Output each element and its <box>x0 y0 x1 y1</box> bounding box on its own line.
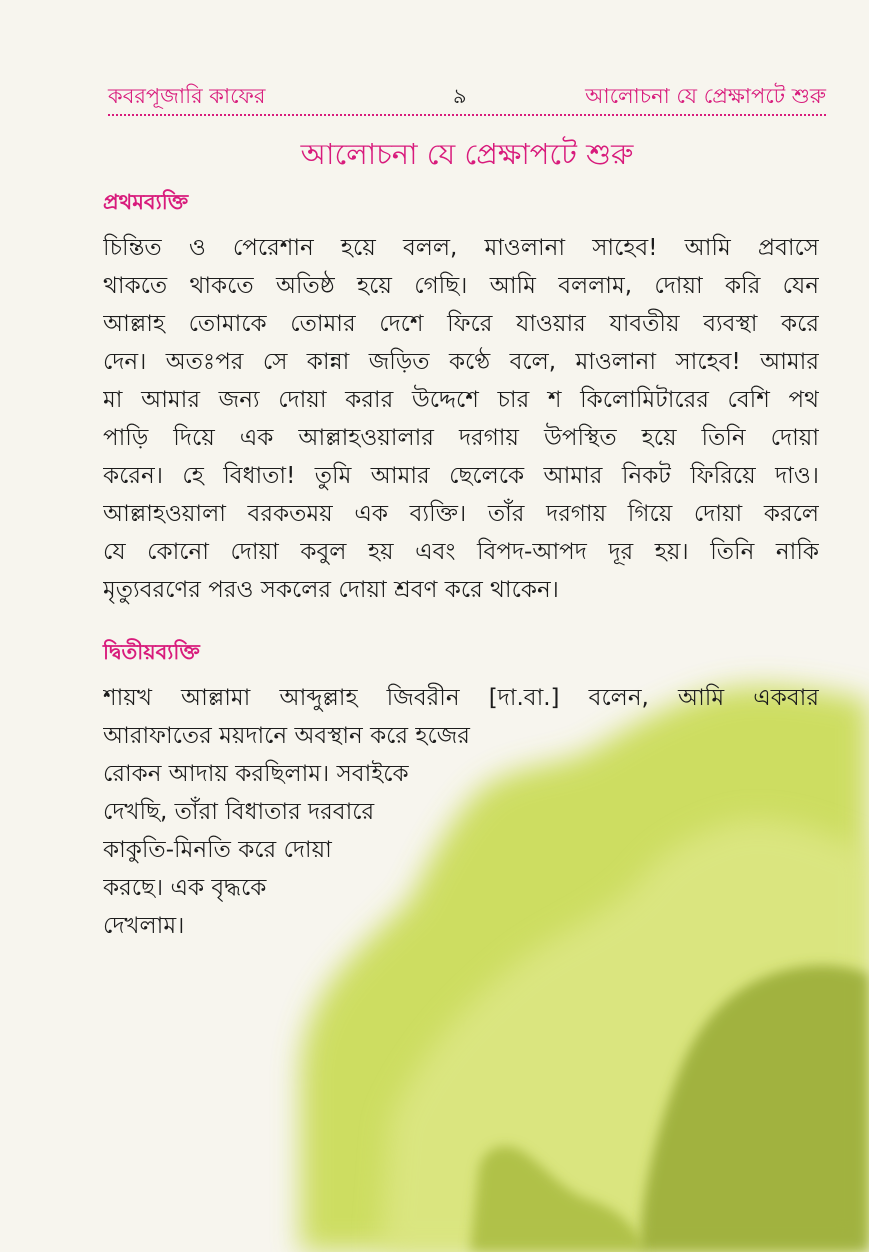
paragraph-line: দেন। অতঃপর সে কান্না জড়িত কণ্ঠে বলে, মাওলানা সাহেব! আমার <box>103 349 819 375</box>
running-head <box>108 80 826 116</box>
paragraph-line: শায়খ আল্লামা আব্দুল্লাহ জিবরীন [দা.বা.] বলেন, আমি একবার <box>103 685 819 711</box>
paragraph-line: যে কোনো দোয়া কবুল হয় এবং বিপদ-আপদ দূর হয়। তিনি নাকি <box>103 539 819 565</box>
first-speaker-heading: প্রথমব্যক্তি <box>103 190 189 214</box>
second-speaker-heading: দ্বিতীয়ব্যক্তি <box>103 640 200 664</box>
paragraph-line: করেন। হে বিধাতা! তুমি আমার ছেলেকে আমার নিকট ফিরিয়ে দাও। <box>103 463 819 489</box>
paragraph-line: দেখছি, তাঁরা বিধাতার দরবারে <box>103 799 375 825</box>
paragraph-line: আল্লাহওয়ালা বরকতময় এক ব্যক্তি। তাঁর দরগায় গিয়ে দোয়া করলে <box>103 501 819 527</box>
paragraph-line: আল্লাহ তোমাকে তোমার দেশে ফিরে যাওয়ার যাবতীয় ব্যবস্থা করে <box>103 311 819 337</box>
section-title: আলোচনা যে প্রেক্ষাপটে শুরু <box>300 137 634 171</box>
page-number: ৯ <box>453 84 467 108</box>
paragraph-line: আরাফাতের ময়দানে অবস্থান করে হজের <box>103 723 470 749</box>
paragraph-line: পাড়ি দিয়ে এক আল্লাহওয়ালার দরগায় উপস্থিত হয়ে তিনি দোয়া <box>103 425 819 451</box>
chapter-title: আলোচনা যে প্রেক্ষাপটে শুরু <box>585 84 826 108</box>
paragraph-line: মা আমার জন্য দোয়া করার উদ্দেশে চার শ কিলোমিটারের বেশি পথ <box>103 387 819 413</box>
paragraph-line: চিন্তিত ও পেরেশান হয়ে বলল, মাওলানা সাহেব! আমি প্রবাসে <box>103 235 819 261</box>
book-title: কবরপূজারি কাফের <box>108 84 266 108</box>
paragraph-line: দেখলাম। <box>103 913 185 939</box>
dotted-rule <box>108 114 826 116</box>
paragraph-line: থাকতে থাকতে অতিষ্ঠ হয়ে গেছি। আমি বললাম, দোয়া করি যেন <box>103 273 819 299</box>
paragraph-line: মৃত্যুবরণের পরও সকলের দোয়া শ্রবণ করে থাকেন। <box>103 577 559 603</box>
paragraph-line: রোকন আদায় করছিলাম। সবাইকে <box>103 761 409 787</box>
paragraph-line: করছে। এক বৃদ্ধকে <box>103 875 267 901</box>
paragraph-line: কাকুতি-মিনতি করে দোয়া <box>103 837 332 863</box>
